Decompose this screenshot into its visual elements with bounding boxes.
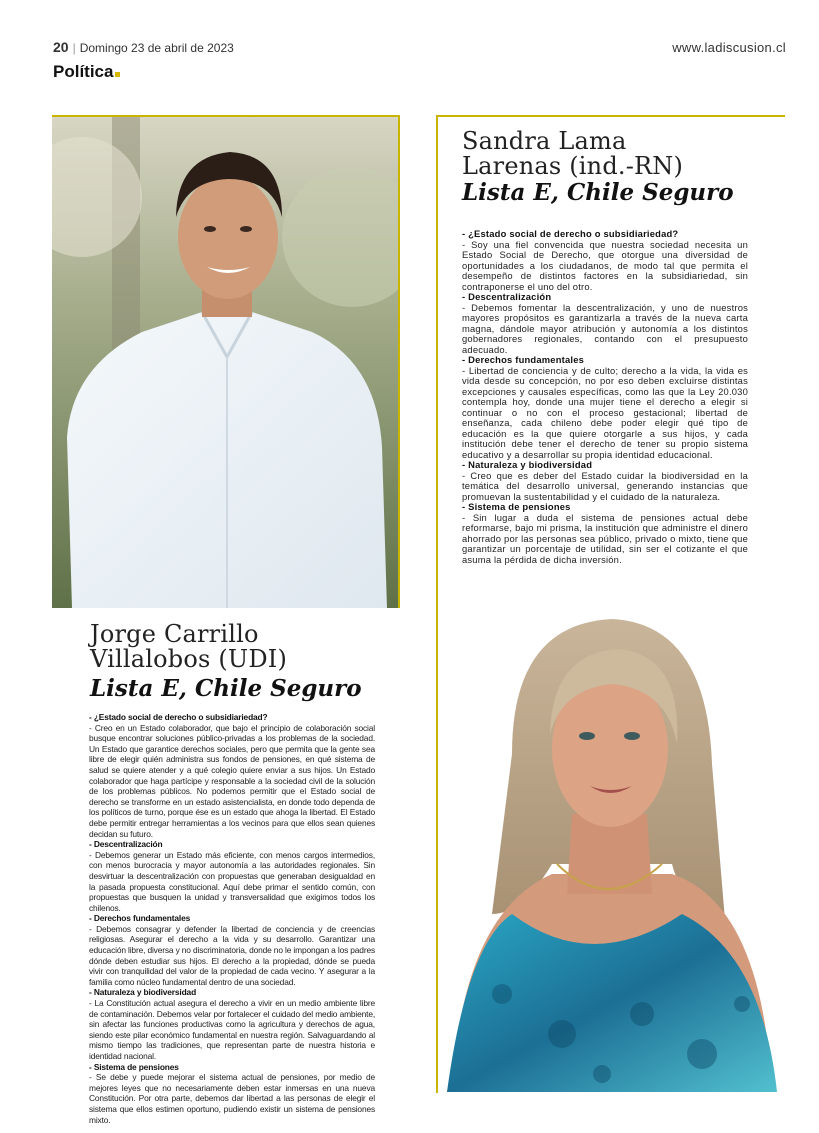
question-heading: - Sistema de pensiones xyxy=(462,501,571,512)
answer-text: - Libertad de conciencia y de culto; derecho a la vida, la vida es vida desde su concepción, no por eso deben excluirse distintas excepciones y causales específicas, como las que la Ley 20.030 contempla hoy, donde una mujer tiene el derecho a elegir si continuar o no con el proceso gestacional; libertad de enseñanza, cada chileno debe poder elegir qué tipo de educación es la que quiere otorgarle a sus hijos, y cada institución debe tener el derecho de tener su propio sistema educativo y a desarrollar su propia identidad educacional. xyxy=(462,364,748,460)
website-url: www.ladiscusion.cl xyxy=(672,40,786,55)
article-body-right xyxy=(462,229,748,565)
candidate-photo-jorge-carrillo xyxy=(52,117,398,608)
question-heading: - ¿Estado social de derecho o subsidiariedad? xyxy=(462,228,679,239)
question-heading: - Naturaleza y biodiversidad xyxy=(462,459,593,470)
frame-line xyxy=(398,115,400,608)
page-header-left: 20 | Domingo 23 de abril de 2023 xyxy=(53,39,234,55)
article-body-left xyxy=(89,712,375,1125)
answer-text: - Debemos consagrar y defender la libertad de conciencia y de creencias religiosas. Asegurar el derecho a la vida y su desarrollo. Garantizar una educación libre, diversa y no discriminatoria, donde no le impongan a los padres dónde deben estudiar sus hijos. El derecho a la propiedad, dónde se pueda vivir con tranquilidad del valor de la propiedad de cada vecino. Y asegurar a la familia como núcleo fundamental dentro de una sociedad. xyxy=(89,923,375,987)
answer-text: - Sin lugar a duda el sistema de pensiones actual debe reformarse, bajo mi prisma, la institución que administre el dinero ahorrado por las personas sea público, privado o mixto, tiene que garantizar un porcentaje de utilidad, sin ser el cotizante el que asuma la pérdida de dicha inversión. xyxy=(462,511,748,565)
frame-line xyxy=(436,115,438,1093)
question-heading: - Sistema de pensiones xyxy=(89,1061,179,1072)
question-heading: - ¿Estado social de derecho o subsidiariedad? xyxy=(89,712,268,722)
candidate-name-left: Jorge Carrillo Villalobos (UDI) xyxy=(90,620,288,674)
page-number: 20 xyxy=(53,39,69,55)
answer-text: - Creo en un Estado colaborador, que bajo el principio de colaboración social busque encontrar soluciones público-privadas a los problemas de la sociedad. Un Estado que garantice derechos sociales, pero que permita que la gente sea libre de elegir quién administra sus fondos de pensiones, en qué sistema de salud se quiere atender y a qué colegio quiere enviar a sus hijos. Un Estado colaborador que haga partícipe y responsable a la sociedad civil de la solución de los problemas públicos. No podemos permitir que el Estado social de derecho se transforme en un estado asistencialista, en donde todo dependa de los políticos de turno, porque ése es un estado que ahoga la libertad. El Estado debe permitir entregar herramientas a los vecinos para que ellos sean quienes decidan su futuro. xyxy=(89,722,375,839)
question-heading: - Descentralización xyxy=(462,291,552,302)
issue-date: Domingo 23 de abril de 2023 xyxy=(79,41,234,55)
answer-text: - Debemos generar un Estado más eficiente, con menos cargos intermedios, con menos burocracia y mayor autonomía a las autoridades regionales. Sin desvirtuar la descentralización con propuestas que generaban desigualdad en la pasada propuesta constitucional. Aquí debe primar el sentido común, con propuestas que busquen la unidad y transversalidad que exigimos todos los chilenos. xyxy=(89,849,375,913)
candidate-list-right: Lista E, Chile Seguro xyxy=(462,179,734,206)
question-heading: - Naturaleza y biodiversidad xyxy=(89,987,197,998)
frame-line xyxy=(436,115,785,117)
answer-text: - La Constitución actual asegura el derecho a vivir en un medio ambiente libre de contaminación. Debemos velar por fortalecer el cuidado del medio ambiente, sin afectar las funciones productivas como la agricultura y derechos de agua, siendo este pilar económico fundamental en nuestra región. Salvaguardando al mismo tiempo las tradiciones, que representan parte de nuestra historia e identidad nacional. xyxy=(89,998,375,1061)
answer-text: - Se debe y puede mejorar el sistema actual de pensiones, por medio de mejores leyes que no necesariamente deben estar inmersas en una nueva Constitución. Por otra parte, debemos dar libertad a las personas de elegir el sistema que ellos estimen oportuno, pudiendo existir un sistema de pensiones mixto. xyxy=(89,1072,375,1125)
question-heading: - Derechos fundamentales xyxy=(89,913,191,924)
candidate-name-right: Sandra Lama Larenas (ind.-RN) xyxy=(462,127,684,181)
answer-text: - Creo que es deber del Estado cuidar la biodiversidad en la temática del desarrollo universal, generando instancias que promuevan la sustentabilidad y el cuidado de la naturaleza. xyxy=(462,469,748,502)
answer-text: - Debemos fomentar la descentralización, y uno de nuestros mayores propósitos es garantizarla a través de la nueva carta magna, dándole mayor atribución y autonomía a los distintos gobernadores regionales, contando con el presupuesto adecuado. xyxy=(462,301,748,355)
candidate-list-left: Lista E, Chile Seguro xyxy=(90,675,362,702)
question-heading: - Descentralización xyxy=(89,839,163,850)
question-heading: - Derechos fundamentales xyxy=(462,354,585,365)
answer-text: - Soy una fiel convencida que nuestra sociedad necesita un Estado Social de Derecho, que otorgue una diversidad de oportunidades a los ciudadanos, de modo tal que permita el desempeño de distintos factores en la subsidiariedad, sin contraponerse el uno del otro. xyxy=(462,238,748,292)
candidate-photo-sandra-lama xyxy=(442,614,777,1092)
section-title: Política xyxy=(53,62,120,82)
